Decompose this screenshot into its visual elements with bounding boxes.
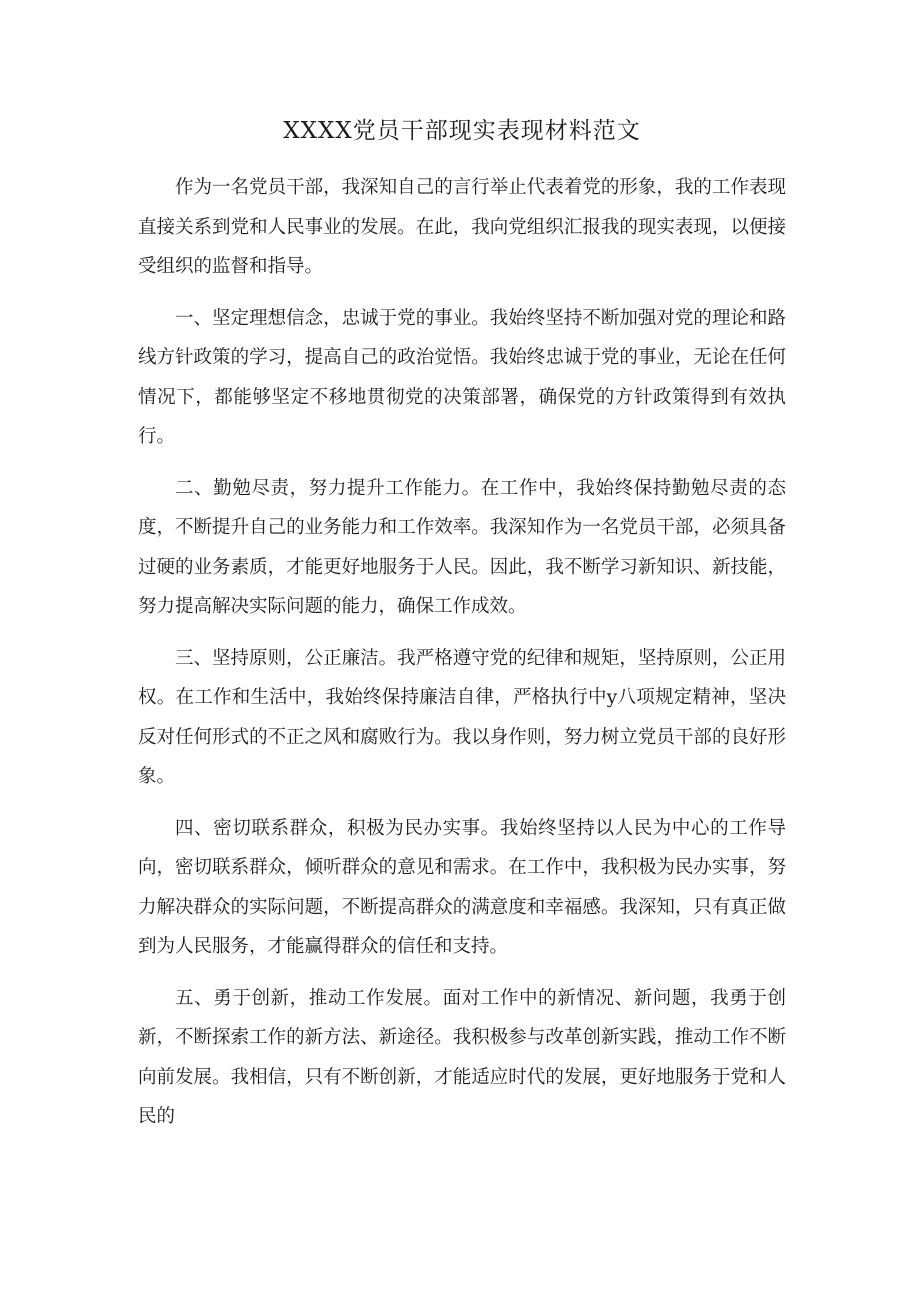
paragraph-section-5: 五、勇于创新，推动工作发展。面对工作中的新情况、新问题，我勇于创新，不断探索工作的新方法、新途径。我积极参与改革创新实践，推动工作不断向前发展。我相信，只有不断创新，才能适应时代的发展，更好地服务于党和人民的 xyxy=(138,987,786,1127)
paragraph-section-1: 一、坚定理想信念，忠诚于党的事业。我始终坚持不断加强对党的理论和路线方针政策的学习，提高自己的政治觉悟。我始终忠诚于党的事业，无论在任何情况下，都能够坚定不移地贯彻党的决策部署，确保党的方针政策得到有效执行。 xyxy=(138,307,786,447)
paragraph-section-3: 三、坚持原则，公正廉洁。我严格遵守党的纪律和规矩，坚持原则，公正用权。在工作和生活中，我始终保持廉洁自律，严格执行中y八项规定精神，坚决反对任何形式的不正之风和腐败行为。我以身作则，努力树立党员干部的良好形象。 xyxy=(138,647,786,787)
paragraph-section-4: 四、密切联系群众，积极为民办实事。我始终坚持以人民为中心的工作导向，密切联系群众，倾听群众的意见和需求。在工作中，我积极为民办实事，努力解决群众的实际问题，不断提高群众的满意度和幸福感。我深知，只有真正做到为人民服务，才能赢得群众的信任和支持。 xyxy=(138,817,786,957)
document-page xyxy=(138,108,786,1149)
paragraph-intro: 作为一名党员干部，我深知自己的言行举止代表着党的形象，我的工作表现直接关系到党和人民事业的发展。在此，我向党组织汇报我的现实表现，以便接受组织的监督和指导。 xyxy=(138,177,786,277)
paragraph-section-2: 二、勤勉尽责，努力提升工作能力。在工作中，我始终保持勤勉尽责的态度，不断提升自己的业务能力和工作效率。我深知作为一名党员干部，必须具备过硬的业务素质，才能更好地服务于人民。因此，我不断学习新知识、新技能，努力提高解决实际问题的能力，确保工作成效。 xyxy=(138,477,786,617)
document-title: XXXX党员干部现实表现材料范文 xyxy=(283,118,641,144)
